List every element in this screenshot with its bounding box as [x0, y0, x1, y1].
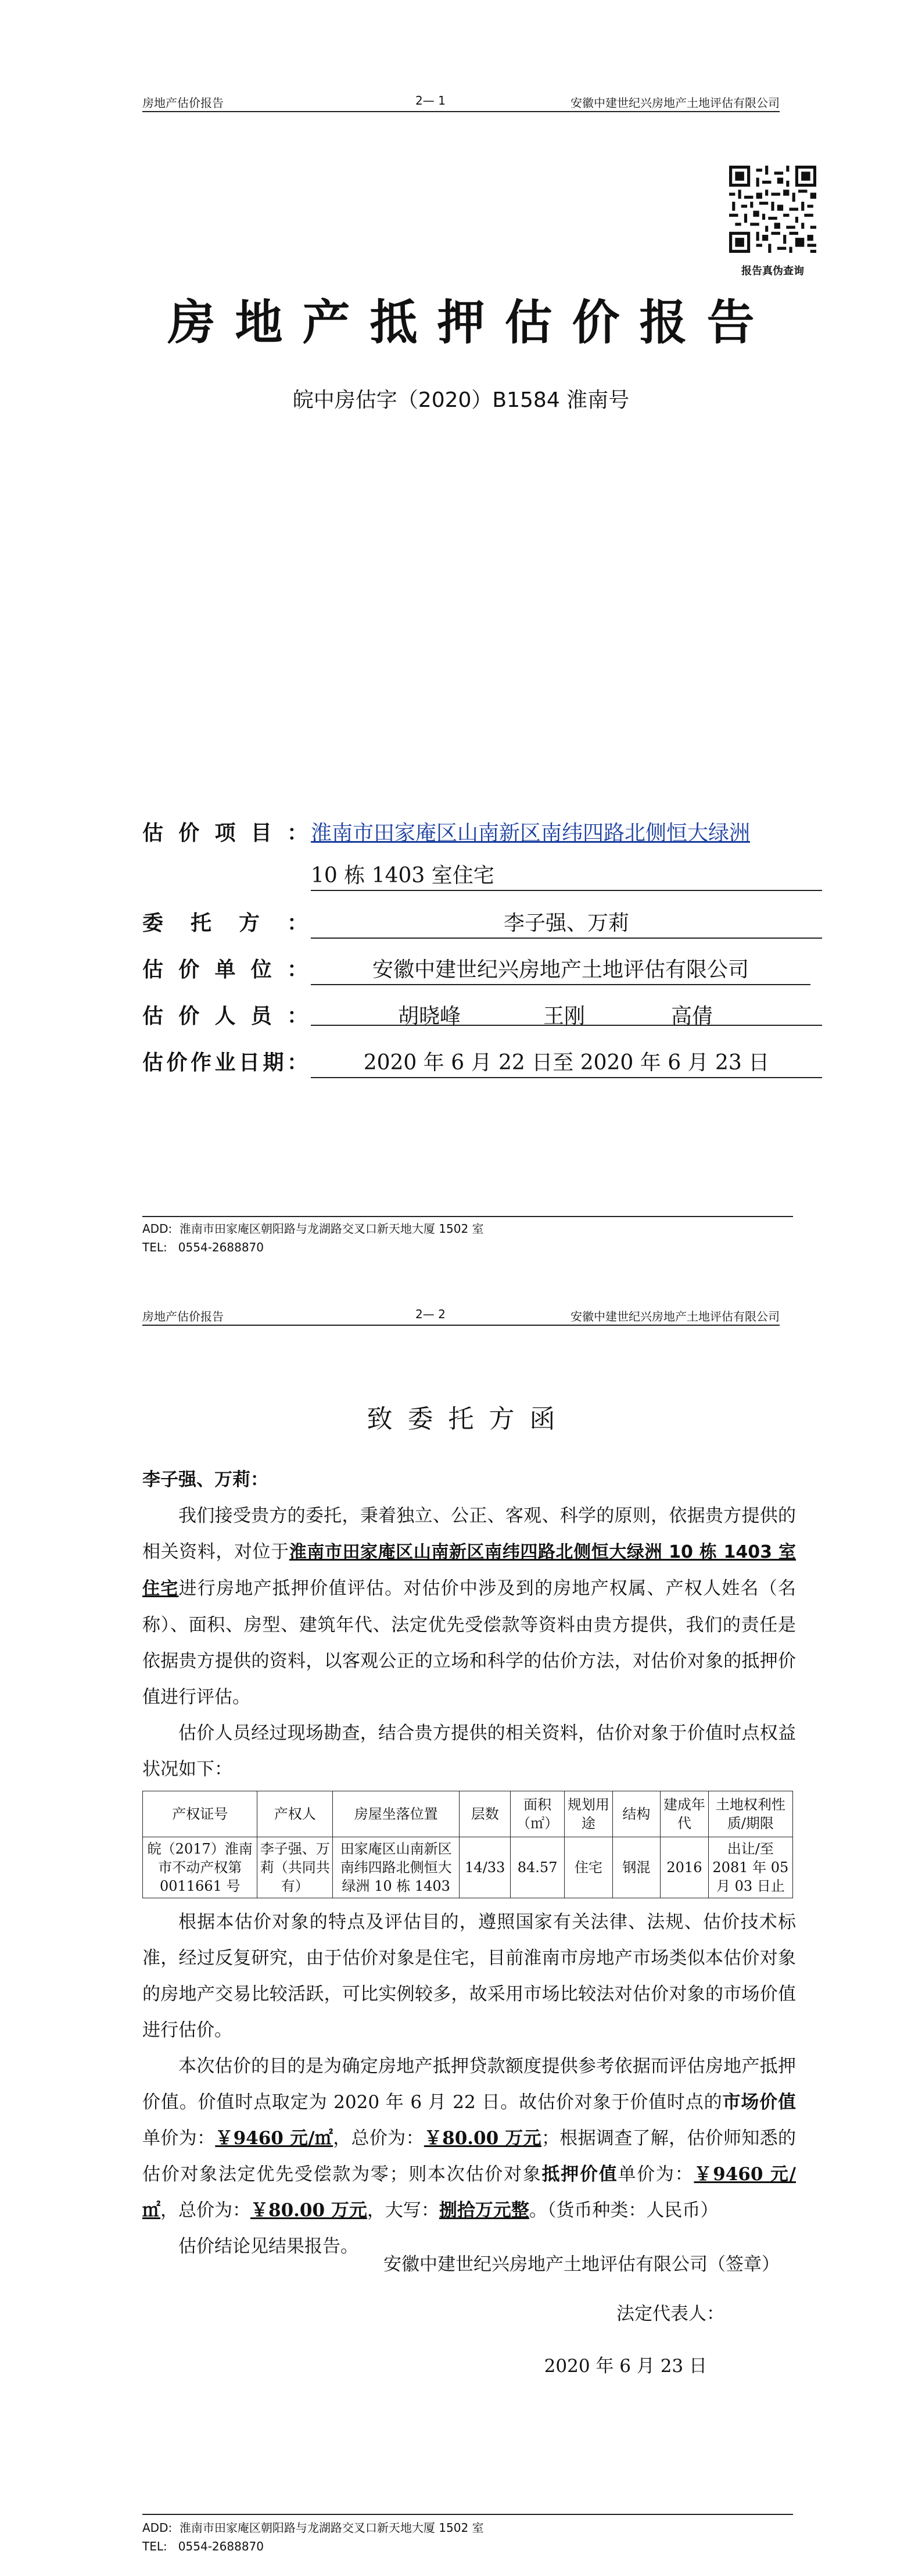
mortgage-total-price: ￥80.00 万元	[250, 2200, 367, 2221]
market-total-price: ￥80.00 万元	[424, 2128, 541, 2149]
page-footer	[142, 1219, 484, 1257]
client-value: 李子强、万莉	[311, 907, 822, 939]
org-label: 估价单位：	[142, 957, 308, 982]
header-left: 房地产估价报告	[142, 96, 224, 110]
org-value: 安徽中建世纪兴房地产土地评估有限公司	[311, 953, 810, 985]
footer-divider	[142, 2514, 793, 2515]
footer-tel: TEL: 0554-2688870	[142, 2539, 264, 2553]
table-row	[143, 1837, 793, 1898]
table-cell: 14/33	[460, 1837, 511, 1898]
table-header: 结构	[612, 1791, 661, 1837]
cover-page	[0, 0, 922, 1287]
page-header	[142, 1304, 780, 1326]
letter-page	[0, 1287, 922, 2576]
table-header: 建成年代	[661, 1791, 709, 1837]
page-header	[142, 90, 780, 112]
table-header: 房屋坐落位置	[333, 1791, 460, 1837]
table-header-row	[143, 1791, 793, 1837]
table-header: 产权证号	[143, 1791, 257, 1837]
footer-address: ADD: 淮南市田家庵区朝阳路与龙湖路交叉口新天地大厦 1502 室	[142, 2521, 484, 2535]
market-unit-price: ￥9460 元/㎡	[215, 2128, 333, 2149]
table-cell: 李子强、万莉（共同共有）	[257, 1837, 333, 1898]
amount-in-words: 捌拾万元整	[439, 2200, 529, 2221]
staff-label: 估价人员：	[142, 1004, 308, 1028]
table-header: 层数	[460, 1791, 511, 1837]
staff-value	[311, 1000, 822, 1026]
header-page-number: 2— 2	[415, 1307, 446, 1321]
property-table	[142, 1791, 793, 1898]
staff-member: 胡晓峰	[398, 1004, 461, 1028]
project-value-line2: 10 栋 1403 室住宅	[311, 859, 822, 891]
document-number: 皖中房估字（2020）B1584 淮南号	[292, 388, 630, 412]
header-page-number: 2— 1	[415, 94, 446, 108]
header-left: 房地产估价报告	[142, 1310, 224, 1323]
table-cell: 84.57	[511, 1837, 565, 1898]
mortgage-unit-price: ￥9460 元/㎡	[142, 2164, 796, 2221]
letter-body	[142, 1462, 796, 2264]
date-value: 2020 年 6 月 22 日至 2020 年 6 月 23 日	[311, 1046, 822, 1078]
paragraph-5: 估价结论见结果报告。	[178, 2236, 358, 2257]
qr-caption: 报告真伪查询	[741, 265, 804, 277]
table-header: 土地权利性质/期限	[708, 1791, 792, 1837]
table-cell: 2016	[661, 1837, 709, 1898]
table-cell: 出让/至 2081 年 05 月 03 日止	[708, 1837, 792, 1898]
table-header: 面积（㎡）	[511, 1791, 565, 1837]
project-value-line1: 淮南市田家庵区山南新区南纬四路北侧恒大绿洲	[311, 821, 751, 845]
property-address: 淮南市田家庵区山南新区南纬四路北侧恒大绿洲 10 栋 1403 室住宅	[142, 1542, 796, 1599]
footer-divider	[142, 1216, 793, 1217]
staff-member: 高倩	[671, 1004, 713, 1028]
signature-company: 安徽中建世纪兴房地产土地评估有限公司（签章）	[383, 2254, 780, 2275]
header-right: 安徽中建世纪兴房地产土地评估有限公司	[571, 1310, 780, 1323]
salutation: 李子强、万莉：	[142, 1469, 268, 1490]
table-cell: 皖（2017）淮南市不动产权第 0011661 号	[143, 1837, 257, 1898]
letter-heading: 致委托方函	[367, 1404, 571, 1434]
footer-tel: TEL: 0554-2688870	[142, 1240, 264, 1254]
client-label: 委托方：	[142, 911, 308, 935]
table-header: 规划用途	[565, 1791, 613, 1837]
table-header: 产权人	[257, 1791, 333, 1837]
table-cell: 住宅	[565, 1837, 613, 1898]
table-cell: 田家庵区山南新区南纬四路北侧恒大绿洲 10 栋 1403	[333, 1837, 460, 1898]
project-label: 估价项目：	[142, 821, 308, 845]
paragraph-3: 根据本估价对象的特点及评估目的，遵照国家有关法律、法规、估价技术标准，经过反复研究，由于估价对象是住宅，目前淮南市房地产市场类似本估价对象的房地产交易比较活跃，可比实例较多，故采用市场比较法对估价对象的市场价值进行估价。	[142, 1912, 796, 2041]
signature-representative: 法定代表人：	[616, 2303, 724, 2324]
table-cell: 钢混	[612, 1837, 661, 1898]
paragraph-1: 我们接受贵方的委托，秉着独立、公正、客观、科学的原则，依据贵方提供的相关资料，对位于淮南市田家庵区山南新区南纬四路北侧恒大绿洲 10 栋 1403 室住宅进行房地产抵押价值评估。对估价中涉及到的房地产权属、产权人姓名（名称）、面积、房型、建筑年代、法定优先受偿款等资料由贵方提供，我们的责任是依据贵方提供的资料，以客观公正的立场和科学的估价方法，对估价对象的抵押价值进行评估。	[142, 1505, 797, 1708]
date-label: 估价作业日期：	[142, 1050, 308, 1075]
page-footer	[142, 2518, 484, 2556]
paragraph-2: 估价人员经过现场勘查，结合贵方提供的相关资料，估价对象于价值时点权益状况如下：	[142, 1723, 796, 1780]
header-right: 安徽中建世纪兴房地产土地评估有限公司	[571, 96, 780, 110]
report-title: 房地产抵押估价报告	[167, 295, 774, 350]
signature-date: 2020 年 6 月 23 日	[544, 2356, 707, 2377]
footer-address: ADD: 淮南市田家庵区朝阳路与龙湖路交叉口新天地大厦 1502 室	[142, 1222, 484, 1236]
qr-code-icon	[729, 166, 816, 253]
paragraph-4: 本次估价的目的是为确定房地产抵押贷款额度提供参考依据而评估房地产抵押价值。价值时点取定为 2020 年 6 月 22 日。故估价对象于价值时点的市场价值单价为：￥9460 元/㎡，总价为：￥80.00 万元；根据调查了解，估价师知悉的估价对象法定优先受偿款为零；则本次估价对象抵押价值单价为：￥9460 元/㎡，总价为：￥80.00 万元，大写：捌拾万元整。（货币种类：人民币）	[142, 2056, 797, 2221]
staff-member: 王刚	[543, 1004, 586, 1028]
